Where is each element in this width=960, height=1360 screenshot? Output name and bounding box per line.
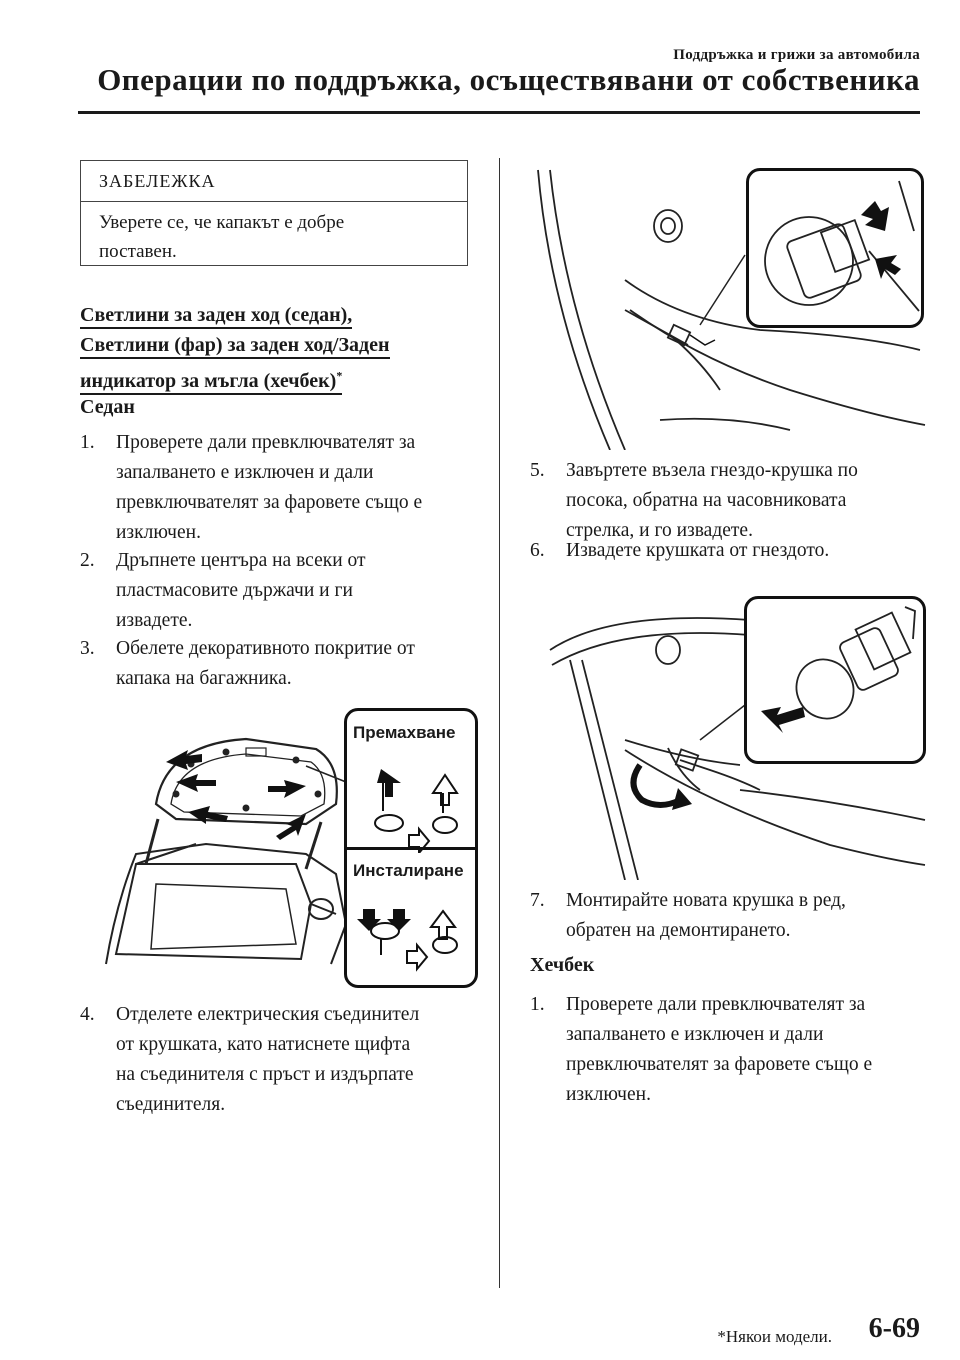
step-line: Проверете дали превключвателят за — [116, 432, 416, 453]
step-line: извадете. — [116, 610, 193, 631]
step-number: 2. — [80, 550, 95, 571]
step-3 — [80, 634, 490, 694]
step-number: 7. — [530, 890, 545, 911]
callout-divider — [347, 847, 475, 850]
step-line: запалването е изключен и дали — [566, 1024, 824, 1045]
step-line: запалването е изключен и дали — [116, 462, 374, 483]
header-rule — [78, 111, 920, 114]
step-line: Обелете декоративното покритие от — [116, 638, 415, 659]
socket-icon — [749, 171, 921, 325]
step-number: 4. — [80, 1004, 95, 1025]
step-line: Дръпнете центъра на всеки от — [116, 550, 366, 571]
clip-callout-panel — [344, 708, 478, 988]
section-title — [80, 300, 480, 396]
step-line: стрелка, и го извадете. — [566, 520, 753, 541]
section-title-line: Светлини (фар) за заден ход/Заден — [80, 334, 390, 359]
label-install: Инсталиране — [353, 861, 464, 880]
step-line: капака на багажника. — [116, 668, 292, 689]
bulb-callout-panel — [744, 596, 926, 764]
section-title-line: Светлини за заден ход (седан), — [80, 304, 352, 329]
step-4 — [80, 1000, 490, 1120]
step-line: Отделете електрическия съединител — [116, 1004, 420, 1025]
step-line: превключвателят за фаровете също е — [116, 492, 423, 513]
step-5 — [530, 456, 940, 546]
step-7 — [530, 886, 940, 946]
step-line: Проверете дали превключвателят за — [566, 994, 866, 1015]
step-2 — [80, 546, 490, 636]
clip-install-icon — [353, 891, 471, 981]
rotate-arrow-icon — [633, 765, 680, 805]
connector-callout-panel — [746, 168, 924, 328]
footnote: *Някои модели. — [717, 1327, 832, 1346]
step-line: на съединителя с пръст и издърпате — [116, 1064, 414, 1085]
page-title: Операции по поддръжка, осъществявани от собственика — [97, 62, 920, 97]
step-line: изключен. — [116, 522, 201, 543]
step-line: съединителя. — [116, 1094, 226, 1115]
hatchback-heading: Хечбек — [530, 954, 595, 976]
footnote-marker: * — [336, 368, 343, 382]
step-line: пластмасовите държачи и ги — [116, 580, 353, 601]
step-number: 1. — [530, 994, 545, 1015]
hatchback-step-1 — [530, 990, 940, 1110]
clip-icon — [353, 753, 471, 853]
step-line: изключен. — [566, 1084, 651, 1105]
step-6 — [530, 536, 940, 566]
note-line: поставен. — [99, 241, 177, 262]
step-line: посока, обратна на часовниковата — [566, 490, 847, 511]
note-heading: ЗАБЕЛЕЖКА — [81, 161, 467, 202]
page-number: 6-69 — [868, 1313, 920, 1344]
step-line: Извадете крушката от гнездото. — [566, 540, 830, 561]
step-line: от крушката, като натиснете щифта — [116, 1034, 411, 1055]
step-line: Завъртете възела гнездо-крушка по — [566, 460, 858, 481]
bulb-icon — [747, 599, 923, 761]
step-number: 3. — [80, 638, 95, 659]
step-line: Монтирайте новата крушка в ред, — [566, 890, 846, 911]
step-1 — [80, 428, 490, 548]
label-remove: Премахване — [353, 723, 456, 742]
note-line: Уверете се, че капакът е добре — [99, 212, 345, 233]
column-divider — [499, 158, 500, 1288]
step-line: превключвателят за фаровете също е — [566, 1054, 873, 1075]
section-title-line: индикатор за мъгла (хечбек) — [80, 369, 337, 392]
step-line: обратен на демонтирането. — [566, 920, 791, 941]
step-number: 5. — [530, 460, 545, 481]
header-subtitle: Поддръжка и грижи за автомобила — [673, 47, 920, 63]
note-box — [80, 160, 468, 266]
note-body — [81, 202, 467, 266]
sedan-heading: Седан — [80, 396, 135, 418]
arrow-icon — [166, 750, 306, 840]
step-number: 1. — [80, 432, 95, 453]
step-number: 6. — [530, 540, 545, 561]
